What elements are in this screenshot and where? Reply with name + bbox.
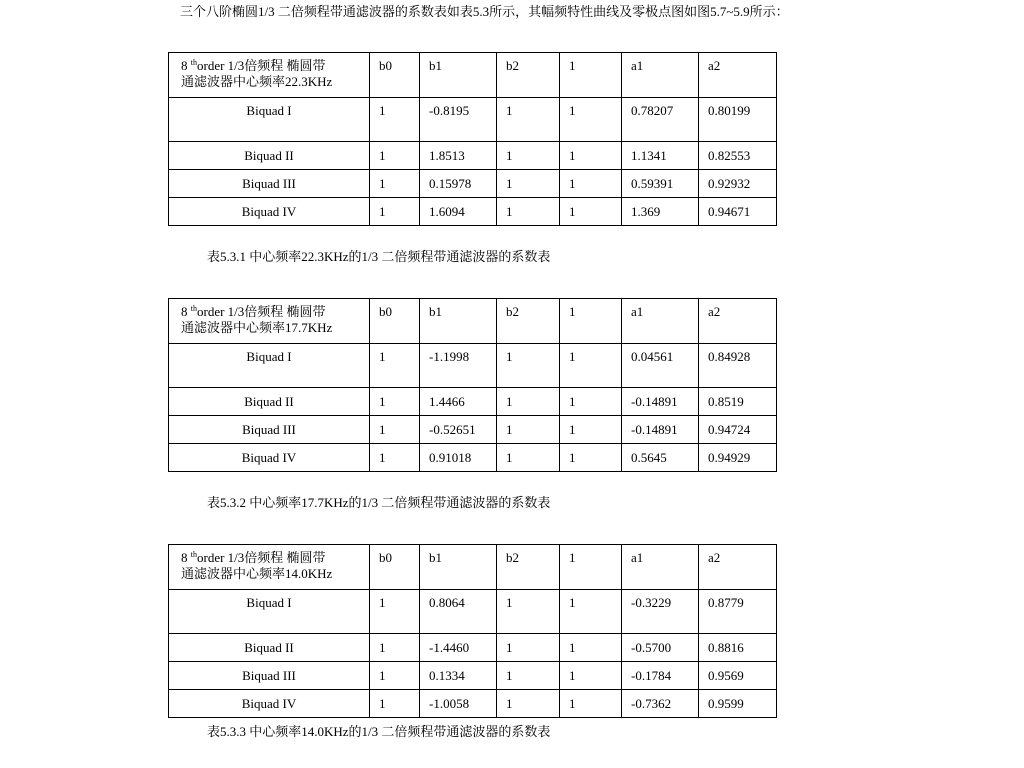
table-cell: -1.1998: [420, 344, 497, 388]
column-header: b1: [420, 299, 497, 344]
table-cell: 0.8779: [699, 590, 777, 634]
table-row: [169, 170, 777, 198]
table-cell: 1: [497, 98, 560, 142]
table-header-row: [169, 53, 777, 98]
table-row: [169, 590, 777, 634]
column-header: b2: [497, 545, 560, 590]
table-cell: 1: [497, 170, 560, 198]
table-cell: 1: [560, 170, 622, 198]
row-label: Biquad IV: [169, 444, 370, 472]
table-cell: -0.3229: [622, 590, 699, 634]
table-cell: 1: [497, 662, 560, 690]
row-label: Biquad I: [169, 344, 370, 388]
column-header: b2: [497, 53, 560, 98]
table-cell: 1: [560, 416, 622, 444]
row-label: Biquad II: [169, 388, 370, 416]
table-corner-header: 8 $^{th}$order 1/3倍频程 椭圆带 通滤波器中心频率14.0KHz: [169, 545, 370, 590]
table-cell: 1: [370, 344, 420, 388]
table-cell: 1: [370, 142, 420, 170]
column-header: b1: [420, 545, 497, 590]
table-cell: 1: [370, 388, 420, 416]
table-cell: 1: [497, 198, 560, 226]
column-header: a1: [622, 299, 699, 344]
row-label: Biquad IV: [169, 690, 370, 718]
intro-paragraph: 三个八阶椭圆1/3 二倍频程带通滤波器的系数表如表5.3所示，其幅频特性曲线及零极点图如图5.7~5.9所示：: [180, 4, 789, 19]
row-label: Biquad III: [169, 416, 370, 444]
table-cell: 1: [560, 590, 622, 634]
table-row: [169, 690, 777, 718]
table-cell: 1: [370, 416, 420, 444]
row-label: Biquad II: [169, 634, 370, 662]
table-cell: 0.04561: [622, 344, 699, 388]
table-cell: 1: [370, 98, 420, 142]
table-cell: 0.94929: [699, 444, 777, 472]
table-cell: 0.91018: [420, 444, 497, 472]
table-cell: 1: [497, 590, 560, 634]
table-cell: 1: [560, 690, 622, 718]
column-header: b0: [370, 299, 420, 344]
table-cell: 0.8519: [699, 388, 777, 416]
table-corner-header: 8 $^{th}$order 1/3倍频程 椭圆带 通滤波器中心频率17.7KHz: [169, 299, 370, 344]
table-cell: -0.1784: [622, 662, 699, 690]
row-label: Biquad II: [169, 142, 370, 170]
table-cell: 1: [497, 344, 560, 388]
column-header: b0: [370, 53, 420, 98]
column-header: b0: [370, 545, 420, 590]
column-header: a2: [699, 53, 777, 98]
table-caption: 表5.3.1 中心频率22.3KHz的1/3 二倍频程带通滤波器的系数表: [207, 249, 551, 264]
table-cell: 0.94671: [699, 198, 777, 226]
table-cell: 1: [497, 634, 560, 662]
table-row: [169, 444, 777, 472]
table-cell: 0.15978: [420, 170, 497, 198]
table-cell: -0.14891: [622, 416, 699, 444]
table-row: [169, 662, 777, 690]
column-header: 1: [560, 545, 622, 590]
table-cell: 1.369: [622, 198, 699, 226]
column-header: a2: [699, 299, 777, 344]
column-header: b1: [420, 53, 497, 98]
table-row: [169, 198, 777, 226]
table-cell: 0.84928: [699, 344, 777, 388]
table-cell: 1.1341: [622, 142, 699, 170]
row-label: Biquad IV: [169, 198, 370, 226]
table-cell: 1: [560, 634, 622, 662]
table-cell: 1.6094: [420, 198, 497, 226]
table-cell: 0.80199: [699, 98, 777, 142]
table-row: [169, 344, 777, 388]
table-cell: -1.0058: [420, 690, 497, 718]
table-cell: 0.78207: [622, 98, 699, 142]
table-cell: 0.59391: [622, 170, 699, 198]
row-label: Biquad I: [169, 98, 370, 142]
table-cell: 0.9569: [699, 662, 777, 690]
coefficient-table-17-7khz: [168, 298, 777, 472]
table-caption: 表5.3.2 中心频率17.7KHz的1/3 二倍频程带通滤波器的系数表: [207, 495, 551, 510]
table-cell: -1.4460: [420, 634, 497, 662]
table-cell: 1: [370, 662, 420, 690]
table-cell: 1: [370, 198, 420, 226]
table-cell: 1: [497, 444, 560, 472]
table-cell: -0.14891: [622, 388, 699, 416]
coefficient-table-14-0khz: [168, 544, 777, 718]
table-cell: 1: [370, 590, 420, 634]
column-header: a2: [699, 545, 777, 590]
table-cell: 0.9599: [699, 690, 777, 718]
table-cell: 1: [497, 690, 560, 718]
table-row: [169, 142, 777, 170]
table-cell: 1: [497, 388, 560, 416]
table-cell: 0.8816: [699, 634, 777, 662]
table-cell: 1: [497, 416, 560, 444]
table-cell: 1.4466: [420, 388, 497, 416]
column-header: a1: [622, 545, 699, 590]
table-row: [169, 388, 777, 416]
table-cell: 1: [560, 344, 622, 388]
table-row: [169, 634, 777, 662]
table-cell: -0.7362: [622, 690, 699, 718]
table-corner-header: 8 $^{th}$order 1/3倍频程 椭圆带 通滤波器中心频率22.3KHz: [169, 53, 370, 98]
table-cell: -0.8195: [420, 98, 497, 142]
row-label: Biquad III: [169, 662, 370, 690]
table-cell: 1: [560, 98, 622, 142]
table-caption: 表5.3.3 中心频率14.0KHz的1/3 二倍频程带通滤波器的系数表: [207, 724, 551, 739]
table-cell: 0.94724: [699, 416, 777, 444]
table-cell: 0.82553: [699, 142, 777, 170]
table-cell: -0.52651: [420, 416, 497, 444]
table-row: [169, 416, 777, 444]
table-cell: 1: [370, 444, 420, 472]
table-header-row: [169, 299, 777, 344]
table-cell: 1: [560, 388, 622, 416]
row-label: Biquad III: [169, 170, 370, 198]
row-label: Biquad I: [169, 590, 370, 634]
table-cell: 1: [370, 170, 420, 198]
table-cell: 1: [370, 634, 420, 662]
table-header-row: [169, 545, 777, 590]
table-row: [169, 98, 777, 142]
column-header: b2: [497, 299, 560, 344]
table-cell: 1: [560, 662, 622, 690]
column-header: a1: [622, 53, 699, 98]
table-cell: -0.5700: [622, 634, 699, 662]
column-header: 1: [560, 53, 622, 98]
table-cell: 1: [560, 142, 622, 170]
table-cell: 0.1334: [420, 662, 497, 690]
table-cell: 1: [370, 690, 420, 718]
coefficient-table-22-3khz: [168, 52, 777, 226]
table-cell: 0.8064: [420, 590, 497, 634]
table-cell: 1: [560, 198, 622, 226]
table-cell: 0.5645: [622, 444, 699, 472]
table-cell: 1: [497, 142, 560, 170]
table-cell: 1: [560, 444, 622, 472]
table-cell: 0.92932: [699, 170, 777, 198]
table-cell: 1.8513: [420, 142, 497, 170]
column-header: 1: [560, 299, 622, 344]
